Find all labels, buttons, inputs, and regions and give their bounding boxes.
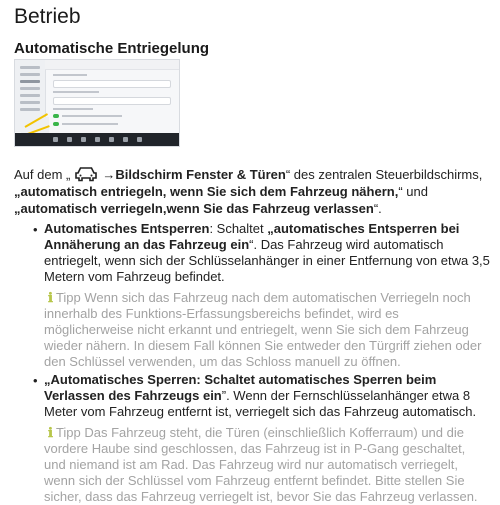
screenshot-topbar: [45, 60, 179, 70]
tip1-text: Tipp Wenn sich das Fahrzeug nach dem automatischen Verriegeln noch innerhalb des Funktions-Erfassungsbereichs befindet, wird es möglicherweise nicht erkannt und entriegelt, wenn Sie sich dem Fahrzeug wieder nähern. In diesem Fall können Sie entweder den Türgriff ziehen oder den Schlüssel verwenden, um das Schloss manuell zu öffnen.: [44, 290, 482, 369]
list-item: [44, 372, 490, 420]
intro-text-2: “ und: [398, 184, 428, 199]
tip-box-2: [44, 425, 490, 505]
intro-paragraph: [14, 166, 492, 217]
bullet-1: •: [33, 222, 38, 237]
option-auto-unlock: „automatisch entriegeln, wenn Sie sich dem Fahrzeug nähern,: [14, 184, 399, 199]
screen-name: Bildschirm Fenster & Türen: [115, 167, 286, 182]
item1-pre: : Schaltet: [209, 221, 268, 236]
bullet-2: •: [33, 373, 38, 388]
intro-prefix: Auf dem „: [14, 167, 71, 182]
info-icon: ℹ: [48, 290, 53, 305]
info-icon: ℹ: [48, 425, 53, 440]
settings-screenshot: [14, 59, 180, 147]
option-auto-lock: „automatisch verriegeln,wenn Sie das Fahrzeug verlassen: [14, 201, 374, 216]
item1-text: “. Das Fahrzeug wird automatisch entriegelt, wenn sich der Schlüsselanhänger in einer Entfernung von etwa 3,5 Metern vom Fahrzeug befindet.: [44, 237, 490, 284]
section-title: Automatische Entriegelung: [14, 40, 210, 57]
car-icon: [74, 166, 98, 182]
item2-text: ”. Wenn der Fernschlüsselanhänger etwa 8 Meter vom Fahrzeug entfernt ist, verriegelt sich das Fahrzeug automatisch.: [44, 388, 477, 419]
intro-end: “.: [373, 201, 382, 216]
intro-text-1: “ des zentralen Steuerbildschirms,: [285, 167, 483, 182]
item2-term: „Automatisches Sperren: Schaltet automatisches Sperren beim Verlassen des Fahrzeugs ein: [44, 372, 437, 403]
arrow-glyph: →: [102, 167, 116, 182]
tip2-text: Tipp Das Fahrzeug steht, die Türen (einschließlich Kofferraum) und die vordere Haube sind geschlossen, das Fahrzeug ist in P-Gang geschaltet, und niemand ist am Rad. Das Fahrzeug wird nur automatisch verriegelt, wenn sich der Schlüssel vom Fahrzeug entfernt befindet. Bitte stellen Sie sicher, dass das Fahrzeug verriegelt ist, bevor Sie das Fahrzeug verlassen.: [44, 425, 478, 504]
page-title: Betrieb: [14, 5, 81, 28]
item1-term: Automatisches Entsperren: [44, 221, 210, 236]
tip-box-1: [44, 290, 490, 370]
item1-setting: „automatisches Entsperren bei Annäherung an das Fahrzeug ein: [44, 221, 460, 252]
list-item: [44, 221, 490, 285]
screenshot-bottom-bar: [15, 133, 179, 146]
